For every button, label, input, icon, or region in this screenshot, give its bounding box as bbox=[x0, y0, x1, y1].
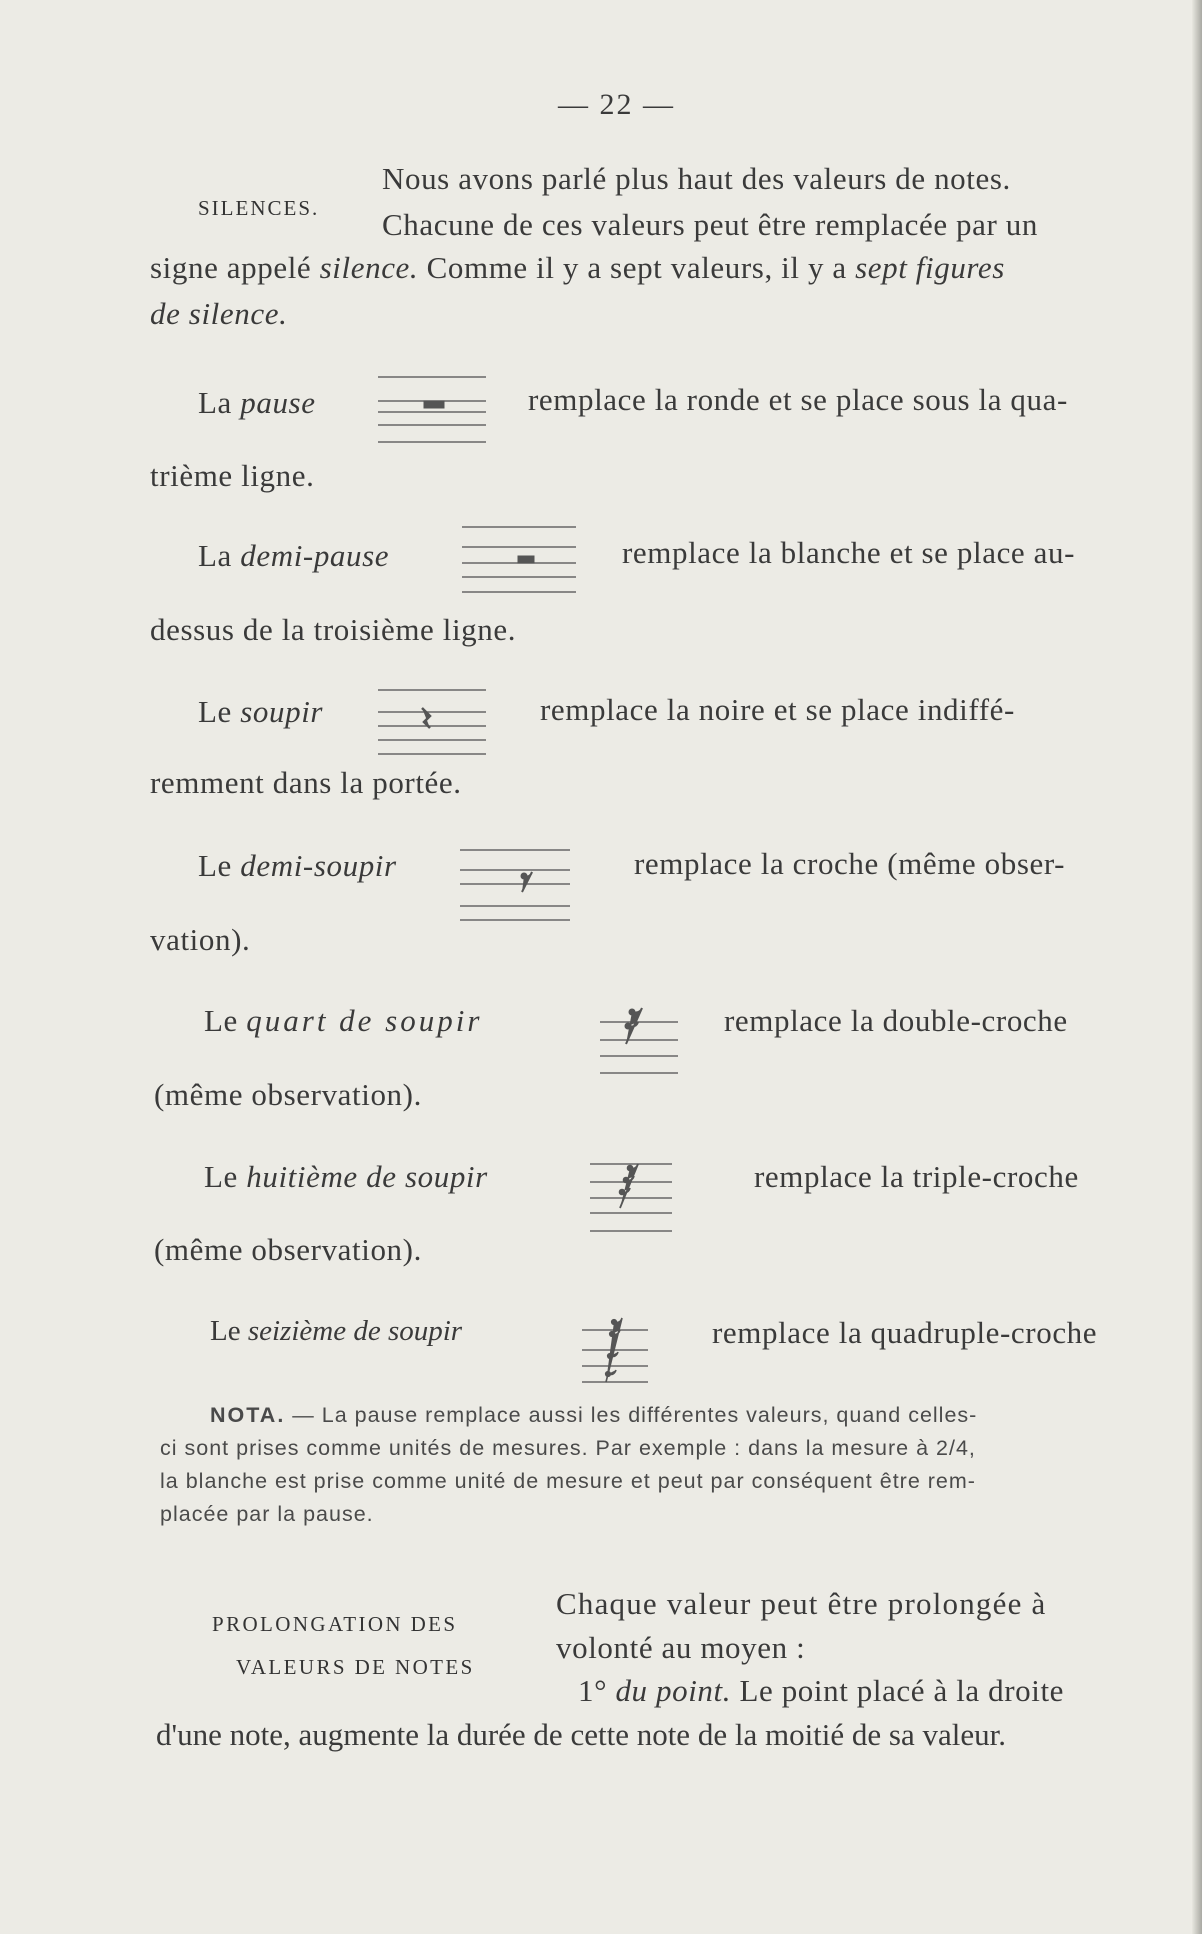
rest-desc-demi-pause: remplace la blanche et se place au- bbox=[622, 535, 1076, 570]
rest-label-demi-pause: La demi-pause bbox=[198, 538, 390, 573]
rest-cont-huitieme-de-soupir: (même observation). bbox=[154, 1232, 422, 1267]
rest-cont-pause: trième ligne. bbox=[150, 458, 315, 493]
rest-desc-seizieme-de-soupir: remplace la quadruple-croche bbox=[712, 1315, 1098, 1350]
prolongation-line-3: 1° du point. Le point placé à la droite bbox=[578, 1673, 1065, 1708]
rest-desc-huitieme-de-soupir: remplace la triple-croche bbox=[754, 1159, 1079, 1194]
sixteenth-rest-icon bbox=[600, 1004, 680, 1076]
margin-title-silences: SILENCES. bbox=[198, 196, 320, 220]
silences-line-3: signe appelé silence. Comme il y a sept valeurs, il y a sept figures bbox=[150, 250, 1005, 285]
nota-line-3: la blanche est prise comme unité de mesure et peut par conséquent être rem- bbox=[160, 1469, 976, 1493]
whole-rest-icon bbox=[378, 375, 488, 445]
thirty-second-rest-icon bbox=[590, 1160, 674, 1234]
rest-label-quart-de-soupir: Le quart de soupir bbox=[204, 1003, 483, 1038]
rest-cont-demi-pause: dessus de la troisième ligne. bbox=[150, 612, 517, 647]
nota-line-4: placée par la pause. bbox=[160, 1502, 374, 1526]
rest-desc-pause: remplace la ronde et se place sous la qua- bbox=[528, 382, 1068, 417]
sixty-fourth-rest-icon bbox=[582, 1316, 650, 1384]
page-number: — 22 — bbox=[558, 88, 675, 121]
nota-line-2: ci sont prises comme unités de mesures. Par exemple : dans la mesure à 2/4, bbox=[160, 1436, 976, 1460]
rest-label-huitieme-de-soupir: Le huitième de soupir bbox=[204, 1159, 488, 1194]
page-spine-shadow bbox=[1192, 0, 1202, 1934]
rest-cont-demi-soupir: vation). bbox=[150, 922, 251, 957]
margin-title-prolongation-2: VALEURS DE NOTES bbox=[236, 1655, 475, 1679]
rest-desc-soupir: remplace la noire et se place indiffé- bbox=[540, 692, 1015, 727]
prolongation-line-1: Chaque valeur peut être prolongée à bbox=[556, 1586, 1047, 1621]
half-rest-icon bbox=[462, 525, 578, 595]
rest-label-demi-soupir: Le demi-soupir bbox=[198, 848, 397, 883]
rest-cont-soupir: remment dans la portée. bbox=[150, 765, 462, 800]
rest-label-soupir: Le soupir bbox=[198, 694, 324, 729]
prolongation-line-4: d'une note, augmente la durée de cette note de la moitié de sa valeur. bbox=[156, 1717, 1006, 1752]
rest-label-seizieme-de-soupir: Le seizième de soupir bbox=[210, 1315, 463, 1347]
prolongation-line-2: volonté au moyen : bbox=[556, 1630, 806, 1665]
silences-line-4: de silence. bbox=[150, 296, 288, 331]
nota-line-1: NOTA. — La pause remplace aussi les différentes valeurs, quand celles- bbox=[210, 1403, 978, 1427]
margin-title-prolongation-1: PROLONGATION DES bbox=[212, 1612, 458, 1636]
rest-label-pause: La pause bbox=[198, 385, 316, 420]
rest-cont-quart-de-soupir: (même observation). bbox=[154, 1077, 422, 1112]
silences-line-2: Chacune de ces valeurs peut être remplacée par un bbox=[382, 207, 1038, 242]
rest-desc-quart-de-soupir: remplace la double-croche bbox=[724, 1003, 1068, 1038]
rest-desc-demi-soupir: remplace la croche (même obser- bbox=[634, 846, 1066, 881]
eighth-rest-icon bbox=[460, 848, 572, 923]
silences-line-1: Nous avons parlé plus haut des valeurs de notes. bbox=[382, 161, 1011, 196]
quarter-rest-icon bbox=[378, 688, 488, 758]
